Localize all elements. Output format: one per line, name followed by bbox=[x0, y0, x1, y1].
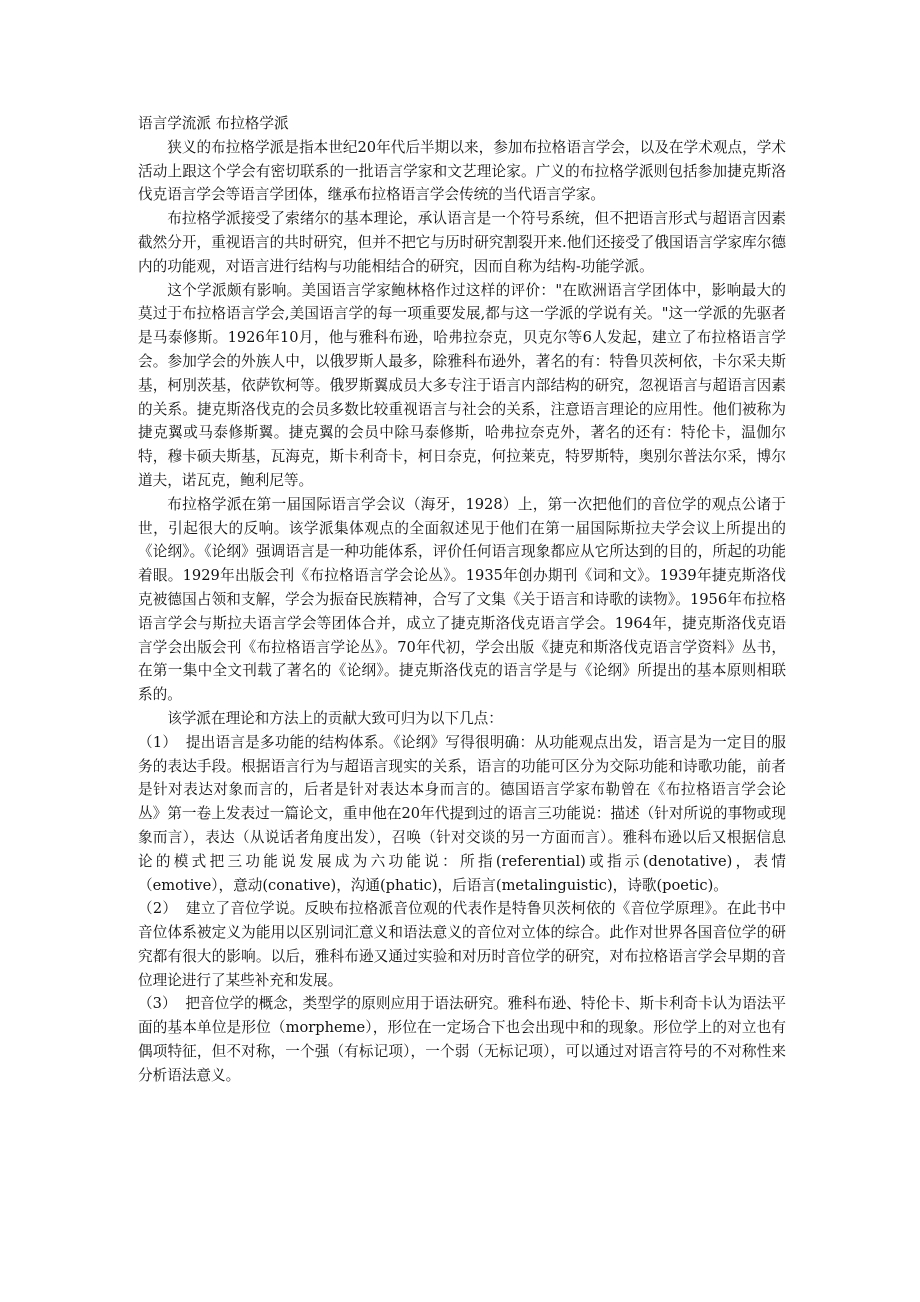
document-page bbox=[138, 112, 786, 1088]
list-item-number: （3） bbox=[138, 995, 177, 1013]
paragraph-theory: 布拉格学派接受了索绪尔的基本理论，承认语言是一个符号系统，但不把语言形式与超语言因素截然分开，重视语言的共时研究，但并不把它与历时研究割裂开来.他们还接受了俄国语言学家库尔德内的功能观，对语言进行结构与功能相结合的研究，因而自称为结构-功能学派。 bbox=[138, 210, 786, 275]
list-item bbox=[138, 897, 786, 992]
list-item-number: （1） bbox=[138, 733, 178, 751]
paragraph-contributions-intro: 该学派在理论和方法上的贡献大致可归为以下几点： bbox=[167, 709, 503, 727]
list-item-text: 建立了音位学说。反映布拉格派音位观的代表作是特鲁贝茨柯依的《音位学原理》。在此书中音位体系被定义为能用以区别词汇意义和语法意义的音位对立体的综合。此作对世界各国音位学的研究都有很大的影响。以后，雅科布逊又通过实验和对历时音位学的研究，对布拉格语言学会早期的音位理论进行了某些补充和发展。 bbox=[138, 900, 786, 989]
list-item-text: 把音位学的概念，类型学的原则应用于语法研究。雅科布逊、特伦卡、斯卡利奇卡认为语法平面的基本单位是形位（morpheme），形位在一定场合下也会出现中和的现象。形位学上的对立也有偶项特征，但不对称，一个强（有标记项），一个弱（无标记项），可以通过对语言符号的不对称性来分析语法意义。 bbox=[138, 995, 786, 1084]
list-item bbox=[138, 992, 786, 1087]
list-item bbox=[138, 731, 786, 898]
paragraph-definition: 狭义的布拉格学派是指本世纪20年代后半期以来，参加布拉格语言学会，以及在学术观点，学术活动上跟这个学会有密切联系的一批语言学家和文艺理论家。广义的布拉格学派则包括参加捷克斯洛伐克语言学会等语言学团体，继承布拉格语言学会传统的当代语言学家。 bbox=[138, 138, 786, 204]
paragraph-history: 布拉格学派在第一届国际语言学会议（海牙，1928）上，第一次把他们的音位学的观点公诸于世，引起很大的反响。该学派集体观点的全面叙述见于他们在第一届国际斯拉夫学会议上所提出的《论纲》。《论纲》强调语言是一种功能体系，评价任何语言现象都应从它所达到的目的，所起的功能着眼。1929年出版会刊《布拉格语言学会论丛》。1935年创办期刊《词和文》。1939年捷克斯洛伐克被德国占领和支解，学会为振奋民族精神，合写了文集《关于语言和诗歌的读物》。1956年布拉格语言学会与斯拉夫语言学会等团体合并，成立了捷克斯洛伐克语言学会。1964年，捷克斯洛伐克语言学会出版会刊《布拉格语言学论丛》。70年代初，学会出版《捷克和斯洛伐克语言学资料》丛书，在第一集中全文刊载了著名的《论纲》。捷克斯洛伐克的语言学是与《论纲》所提出的基本原则相联系的。 bbox=[138, 495, 786, 704]
document-title: 语言学流派 布拉格学派 bbox=[138, 115, 289, 132]
list-item-number: （2） bbox=[138, 900, 178, 918]
list-item-text: 提出语言是多功能的结构体系。《论纲》写得很明确：从功能观点出发，语言是为一定目的服务的表达手段。根据语言行为与超语言现实的关系，语言的功能可区分为交际功能和诗歌功能，前者是针对表达对象而言的，后者是针对表达本身而言的。德国语言学家布勒曾在《布拉格语言学会论丛》第一卷上发表过一篇论文，重申他在20年代提到过的语言三功能说：描述（针对所说的事物或现象而言），表达（从说话者角度出发），召唤（针对交谈的另一方面而言）。雅科布逊以后又根据信息论的模式把三功能说发展成为六功能说：所指(referential)或指示(denotative)，表情（emotive），意动(conative)，沟通(phatic)，后语言(metalinguistic)，诗歌(poetic)。 bbox=[138, 733, 786, 894]
paragraph-influence: 这个学派颇有影响。美国语言学家鲍林格作过这样的评价："在欧洲语言学团体中，影响最大的莫过于布拉格语言学会,美国语言学的每一项重要发展,都与这一学派的学说有关。"这一学派的先驱者是马泰修斯。1926年10月，他与雅科布逊，哈弗拉奈克，贝克尔等6人发起，建立了布拉格语言学会。参加学会的外族人中，以俄罗斯人最多，除雅科布逊外，著名的有：特鲁贝茨柯依，卡尔采夫斯基，柯別茨基，依萨钦柯等。俄罗斯翼成员大多专注于语言内部结构的研究，忽视语言与超语言因素的关系。捷克斯洛伐克的会员多数比较重视语言与社会的关系，注意语言理论的应用性。他们被称为捷克翼或马泰修斯翼。捷克翼的会员中除马泰修斯，哈弗拉奈克外，著名的还有：特伦卡，温伽尔特，穆卡硕夫斯基，瓦海克，斯卡利奇卡，柯日奈克，何拉莱克，特罗斯特，奥别尔普法尔采，博尔道夫，诺瓦克，鲍利尼等。 bbox=[138, 281, 786, 489]
